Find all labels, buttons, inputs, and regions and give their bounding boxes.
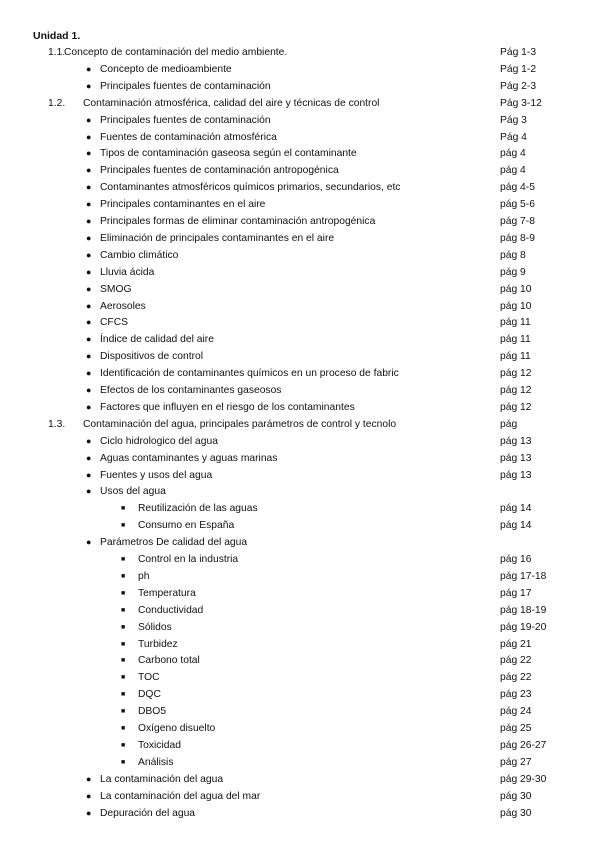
square-bullet-icon: ■ [121,657,126,665]
toc-entry [0,570,600,587]
section-number: 1.2. [48,97,66,109]
page-reference: pág 10 [500,283,532,295]
toc-entry [0,266,600,283]
toc-entry [0,198,600,215]
toc-entry [0,418,600,435]
square-bullet-icon: ■ [121,556,126,563]
page-reference: pág 23 [500,689,532,701]
page-reference: pág 29-30 [500,773,547,785]
page-reference: pág 9 [500,266,526,278]
page-reference: Pág 2-3 [500,80,537,92]
toc-entry [0,587,600,604]
toc-entry [0,604,600,621]
page-reference: Pág 1-2 [500,63,537,75]
bullet-icon: ● [86,199,92,210]
entry-title: La contaminación del agua del mar [100,790,261,802]
entry-title: Turbidez [138,638,178,650]
bullet-icon: ● [86,63,92,74]
entry-title: Temperatura [138,587,196,599]
square-bullet-icon: ■ [121,758,126,766]
entry-title: Carbono total [138,655,200,667]
square-bullet-icon: ■ [121,606,126,614]
entry-title: Concepto de contaminación del medio ambiente. [64,47,288,58]
bullet-icon: ● [86,249,92,260]
entry-title: Control en la industria [138,554,239,565]
entry-title: SMOG [100,283,132,295]
entry-title: Cambio climático [100,249,179,261]
bullet-icon: ● [86,334,92,345]
square-bullet-icon: ■ [121,572,126,580]
entry-title: Principales fuentes de contaminación antropogénica [100,165,339,177]
entry-title: Concepto de medioambiente [100,63,232,75]
bullet-icon: ● [86,790,92,801]
toc-entry [0,773,600,790]
toc-entry [0,469,600,486]
bullet-icon: ● [86,148,92,159]
page-reference: pág 13 [500,435,532,447]
page-reference: pág 22 [500,672,532,684]
entry-title: Principales contaminantes en el aire [100,199,266,211]
toc-entry [0,722,600,739]
entry-title: Ciclo hidrologico del agua [100,435,218,447]
page-reference: pág 16 [500,554,532,565]
toc-entry [0,367,600,384]
bullet-icon: ● [86,435,92,446]
entry-title: Índice de calidad del aire [100,334,214,346]
entry-title: Aerosoles [100,300,146,312]
toc-entry [0,688,600,705]
toc-entry [0,300,600,317]
toc-entry [0,452,600,469]
page-reference: pág 13 [500,452,532,464]
toc-entry [0,97,600,114]
entry-title: Identificación de contaminantes químicos en un proceso de fabric [100,368,399,380]
bullet-icon: ● [86,80,92,91]
toc-entry [0,519,600,536]
bullet-icon: ● [86,469,92,480]
entry-title: Principales formas de eliminar contaminación antropogénica [100,216,376,227]
page-reference: Pág 3-12 [500,97,542,109]
toc-entry [0,654,600,671]
toc-entry [0,164,600,181]
square-bullet-icon: ■ [121,691,126,699]
section-number: 1.3. [48,418,66,430]
entry-title: Conductividad [138,604,204,616]
square-bullet-icon: ■ [121,674,126,682]
bullet-icon: ● [86,232,92,243]
entry-title: Principales fuentes de contaminación [100,80,271,92]
toc-entry [0,350,600,367]
toc-entry [0,401,600,418]
square-bullet-icon: ■ [121,741,126,749]
page-reference: pág 17 [500,587,532,599]
bullet-icon: ● [86,300,92,311]
entry-title: Oxígeno disuelto [138,723,216,734]
bullet-icon: ● [86,114,92,125]
square-bullet-icon: ■ [121,640,126,648]
page-reference: pág 5-6 [500,199,535,211]
entry-title: ph [138,570,150,582]
page-reference: pág 30 [500,790,532,802]
toc-entry [0,249,600,266]
page-reference: pág 11 [500,317,531,329]
toc-entry [0,807,600,824]
entry-title: La contaminación del agua [100,773,224,785]
page-reference: pág 26-27 [500,739,547,751]
page-reference: pág 4 [500,148,526,160]
bullet-icon: ● [86,368,92,379]
toc-entry [0,384,600,401]
entry-title: Reutilización de las aguas [138,503,258,515]
toc-entry [0,181,600,198]
entry-title: DBO5 [138,706,167,718]
entry-title: DQC [138,689,161,701]
bullet-icon: ● [86,807,92,818]
toc-entry [0,553,600,570]
square-bullet-icon: ■ [121,522,126,530]
toc-entry [0,790,600,807]
entry-title: Efectos de los contaminantes gaseosos [100,385,282,396]
entry-title: Consumo en España [138,520,235,532]
toc-entry [0,705,600,722]
toc-entry [0,435,600,452]
bullet-icon: ● [86,131,92,142]
entry-title: Parámetros De calidad del agua [100,537,248,549]
page-reference: pág 12 [500,368,532,380]
entry-title: TOC [138,672,160,684]
page-reference: pág 4 [500,165,526,177]
bullet-icon: ● [86,283,92,294]
entry-title: Dispositivos de control [100,351,204,363]
page-reference: pág 22 [500,655,532,667]
toc-entry [0,46,600,63]
toc-entry [0,63,600,80]
page-reference: pág 12 [500,401,532,413]
page-reference: pág 14 [500,520,532,532]
bullet-icon: ● [86,165,92,176]
toc-entry [0,756,600,773]
page-reference: pág 17-18 [500,570,547,582]
toc-entry [0,283,600,300]
page-reference: pág 14 [500,503,532,515]
entry-title: Toxicidad [138,739,181,751]
page-reference: pág 12 [500,385,532,396]
page-reference: Pág 4 [500,131,527,143]
toc-entry [0,485,600,502]
toc-entry [0,536,600,553]
entry-title: Depuración del agua [100,807,196,819]
page-reference: pág 19-20 [500,621,547,633]
toc-entry [0,638,600,655]
toc-entry [0,316,600,333]
entry-title: Contaminantes atmosféricos químicos primarios, secundarios, etc [100,182,401,194]
bullet-icon: ● [86,537,92,548]
bullet-icon: ● [86,452,92,463]
square-bullet-icon: ■ [121,505,126,513]
entry-title: Fuentes y usos del agua [100,469,213,481]
bullet-icon: ● [86,486,92,497]
entry-title: Usos del agua [100,486,166,498]
page-reference: pág 10 [500,300,532,312]
page-reference: pág 8-9 [500,232,535,244]
entry-title: Lluvia ácida [100,266,155,278]
page-reference: pág 25 [500,723,532,734]
entry-title: Eliminación de principales contaminantes en el aire [100,232,335,244]
section-number: 1.1. [48,47,66,58]
page-reference: pág 21 [500,638,532,650]
toc-entry [0,147,600,164]
toc-entry [0,621,600,638]
page-reference: pág 11 [500,334,531,346]
bullet-icon: ● [86,317,92,328]
toc-entry [0,333,600,350]
bullet-icon: ● [86,401,92,412]
page-reference: pág 13 [500,469,532,481]
square-bullet-icon: ■ [121,725,126,732]
entry-title: Principales fuentes de contaminación [100,114,271,126]
bullet-icon: ● [86,216,92,226]
bullet-icon: ● [86,266,92,277]
page-reference: pág 11 [500,351,531,363]
entry-title: Sólidos [138,621,172,633]
toc-entry [0,232,600,249]
bullet-icon: ● [86,351,92,362]
toc-entry [0,114,600,131]
square-bullet-icon: ■ [121,623,126,631]
entry-title: Factores que influyen en el riesgo de los contaminantes [100,401,355,413]
bullet-icon: ● [86,385,92,395]
square-bullet-icon: ■ [121,708,126,716]
toc-entry [0,502,600,519]
unit-title: Unidad 1. [33,30,81,42]
page-reference: pág 4-5 [500,182,535,194]
entry-title: Contaminación del agua, principales parámetros de control y tecnolo [83,418,397,430]
toc-entry [0,131,600,148]
page-reference: pág 18-19 [500,604,547,616]
entry-title: Análisis [138,756,174,768]
page-reference: pág 8 [500,249,526,261]
page-reference: pág 30 [500,807,532,819]
bullet-icon: ● [86,773,92,784]
page-reference: pág [500,418,518,430]
toc-entry [0,80,600,97]
entry-title: Contaminación atmosférica, calidad del aire y técnicas de control [83,97,380,109]
page-reference: Pág 1-3 [500,47,537,58]
toc-entry [0,671,600,688]
square-bullet-icon: ■ [121,589,126,597]
toc-entry [0,739,600,756]
entry-title: Fuentes de contaminación atmosférica [100,131,277,143]
page-reference: pág 27 [500,756,532,768]
page-reference: pág 7-8 [500,216,535,227]
page-reference: Pág 3 [500,114,527,126]
entry-title: Aguas contaminantes y aguas marinas [100,452,278,464]
bullet-icon: ● [86,182,92,193]
entry-title: Tipos de contaminación gaseosa según el contaminante [100,148,357,160]
entry-title: CFCS [100,317,129,329]
page-reference: pág 24 [500,706,532,718]
toc-entry [0,215,600,232]
